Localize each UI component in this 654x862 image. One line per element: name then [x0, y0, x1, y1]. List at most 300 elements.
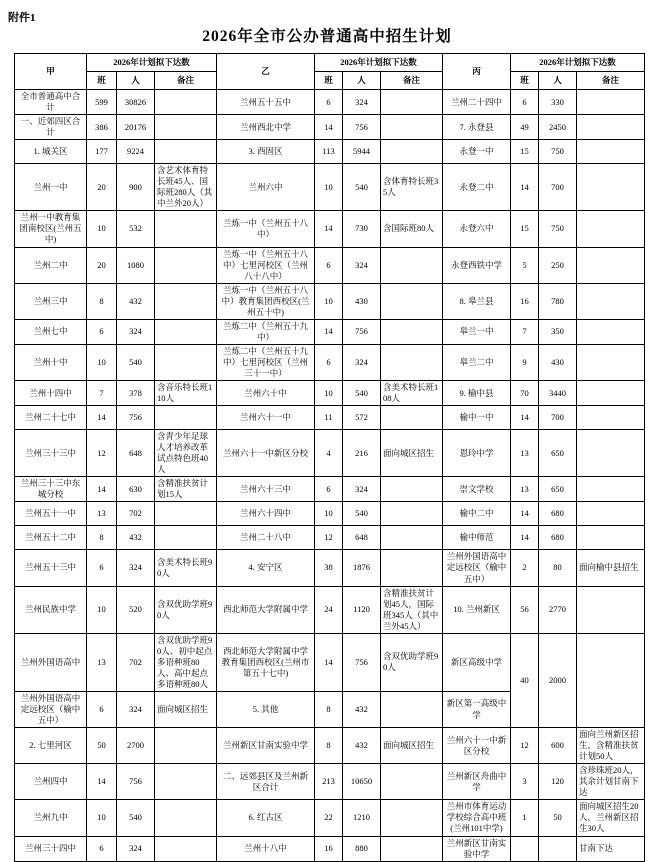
- remark-cell: [577, 283, 645, 319]
- subheader-class-c: 班: [511, 72, 539, 90]
- class-count-cell: 14: [511, 526, 539, 550]
- subheader-people-b: 人: [343, 72, 381, 90]
- student-count-cell: 20176: [117, 115, 155, 140]
- remark-cell: [577, 164, 645, 211]
- school-cell: 兰州三十三中: [15, 430, 87, 477]
- enrollment-plan-table: [14, 53, 645, 862]
- student-count-cell: 1120: [343, 586, 381, 633]
- school-cell: 兰炼一中（兰州五十八中）教育集团西校区(兰州五十中): [217, 283, 315, 319]
- table-row: [15, 319, 645, 344]
- student-count-cell: 1210: [343, 800, 381, 836]
- student-count-cell: 432: [117, 283, 155, 319]
- student-count-cell: 50: [539, 800, 577, 836]
- student-count-cell: 540: [117, 800, 155, 836]
- student-count-cell: 324: [343, 477, 381, 502]
- school-cell: 兰州一中: [15, 164, 87, 211]
- remark-cell: [577, 211, 645, 247]
- class-count-cell: 9: [511, 344, 539, 380]
- class-count-cell: 386: [87, 115, 117, 140]
- table-row: [15, 586, 645, 633]
- student-count-cell: [539, 836, 577, 861]
- remark-cell: 含精准扶贫计划45人，国际班345人（其中兰外45人）: [381, 586, 443, 633]
- student-count-cell: 1080: [117, 247, 155, 283]
- remark-cell: 含艺术体育特长班45人、国际班280人（其中兰外20人）: [155, 164, 217, 211]
- remark-cell: [381, 283, 443, 319]
- student-count-cell: 780: [539, 283, 577, 319]
- student-count-cell: 600: [539, 728, 577, 764]
- remark-cell: [577, 140, 645, 164]
- school-cell: 兰州一中教育集团南校区(兰州五中): [15, 211, 87, 247]
- remark-cell: [155, 115, 217, 140]
- school-cell: 新区高级中学: [443, 633, 511, 691]
- class-count-cell: 13: [511, 477, 539, 502]
- class-count-cell: 12: [87, 430, 117, 477]
- table-row: [15, 477, 645, 502]
- school-cell: 兰州新区舟曲中学: [443, 764, 511, 800]
- remark-cell: 含美术特长班90人: [155, 550, 217, 586]
- class-count-cell: 6: [315, 477, 343, 502]
- school-cell: 永登西铁中学: [443, 247, 511, 283]
- student-count-cell: 630: [117, 477, 155, 502]
- remark-cell: [155, 502, 217, 526]
- subheader-remark-c: 备注: [577, 72, 645, 90]
- student-count-cell: 700: [539, 164, 577, 211]
- remark-cell: [155, 319, 217, 344]
- student-count-cell: 430: [539, 344, 577, 380]
- student-count-cell: 750: [539, 140, 577, 164]
- class-count-cell: 14: [511, 164, 539, 211]
- plan-header-b: 2026年计划拟下达数: [315, 54, 443, 72]
- remark-cell: 甘南下达: [577, 836, 645, 861]
- plan-header-a: 2026年计划拟下达数: [87, 54, 217, 72]
- class-count-cell: 2: [511, 550, 539, 586]
- table-row: [15, 526, 645, 550]
- student-count-cell: 680: [539, 502, 577, 526]
- class-count-cell: 56: [511, 586, 539, 633]
- school-cell: 兰州七中: [15, 319, 87, 344]
- class-count-cell: 6: [87, 550, 117, 586]
- remark-cell: [381, 115, 443, 140]
- school-cell: 兰炼二中（兰州五十九中）: [217, 319, 315, 344]
- subheader-remark-b: 备注: [381, 72, 443, 90]
- student-count-cell: 2770: [539, 586, 577, 633]
- school-cell: 永登一中: [443, 140, 511, 164]
- class-count-cell: 7: [511, 319, 539, 344]
- table-row: [15, 502, 645, 526]
- class-count-cell: 24: [315, 586, 343, 633]
- student-count-cell: 30826: [117, 90, 155, 115]
- remark-cell: [155, 764, 217, 800]
- student-count-cell: 1876: [343, 550, 381, 586]
- class-count-cell: 1: [511, 800, 539, 836]
- school-cell: 恩玲中学: [443, 430, 511, 477]
- remark-cell: [155, 728, 217, 764]
- school-cell: 兰炼二中（兰州五十九中）七里河校区（兰州三十一中）: [217, 344, 315, 380]
- student-count-cell: 430: [343, 283, 381, 319]
- student-count-cell: 80: [539, 550, 577, 586]
- remark-cell: [155, 800, 217, 836]
- remark-cell: [577, 526, 645, 550]
- remark-cell: [577, 586, 645, 633]
- plan-table-body: [15, 90, 645, 862]
- school-cell: 4. 安宁区: [217, 550, 315, 586]
- table-row: [15, 283, 645, 319]
- class-count-cell: 6: [315, 90, 343, 115]
- school-cell: 兰州六十一中新区分校: [217, 430, 315, 477]
- class-count-cell: 22: [315, 800, 343, 836]
- remark-cell: [381, 140, 443, 164]
- class-count-cell: 70: [511, 381, 539, 406]
- remark-cell: [577, 430, 645, 477]
- student-count-cell: 730: [343, 211, 381, 247]
- remark-cell: [155, 283, 217, 319]
- school-cell: 西北师范大学附属中学教育集团西校区(兰州市第五十七中): [217, 633, 315, 691]
- school-cell: 西北师范大学附属中学: [217, 586, 315, 633]
- student-count-cell: 750: [539, 211, 577, 247]
- student-count-cell: 2700: [117, 728, 155, 764]
- header-row-subcolumns: [15, 72, 645, 90]
- remark-cell: [381, 319, 443, 344]
- remark-cell: [381, 502, 443, 526]
- school-cell: 永登六中: [443, 211, 511, 247]
- student-count-cell: 680: [539, 526, 577, 550]
- remark-cell: [577, 90, 645, 115]
- school-cell: 兰州外国语高中定远校区（榆中五中）: [443, 550, 511, 586]
- class-count-cell: 177: [87, 140, 117, 164]
- class-count-cell: 7: [87, 381, 117, 406]
- table-row: [15, 728, 645, 764]
- student-count-cell: 2000: [539, 633, 577, 727]
- school-cell: 兰州三十四中: [15, 836, 87, 861]
- header-row-groups: [15, 54, 645, 72]
- student-count-cell: 540: [117, 344, 155, 380]
- student-count-cell: 5944: [343, 140, 381, 164]
- school-cell: 8. 皋兰县: [443, 283, 511, 319]
- school-cell: 兰州五十二中: [15, 526, 87, 550]
- remark-cell: 面向榆中县招生: [577, 550, 645, 586]
- school-cell: 1. 城关区: [15, 140, 87, 164]
- school-cell: 兰州六十一中: [217, 406, 315, 430]
- remark-cell: [381, 800, 443, 836]
- school-cell: 兰州六十一中新区分校: [443, 728, 511, 764]
- class-count-cell: 14: [315, 115, 343, 140]
- student-count-cell: 756: [117, 406, 155, 430]
- student-count-cell: 648: [343, 526, 381, 550]
- student-count-cell: 756: [343, 633, 381, 691]
- class-count-cell: 10: [87, 344, 117, 380]
- table-row: [15, 836, 645, 861]
- remark-cell: [155, 140, 217, 164]
- school-cell: 兰州二十八中: [217, 526, 315, 550]
- remark-cell: 含体育特长班35人: [381, 164, 443, 211]
- school-cell: 榆中二中: [443, 502, 511, 526]
- school-cell: 兰州二十四中: [443, 90, 511, 115]
- school-cell: 兰州十中: [15, 344, 87, 380]
- class-count-cell: 16: [511, 283, 539, 319]
- student-count-cell: 10650: [343, 764, 381, 800]
- remark-cell: 面向兰州新区招生，含精准扶贫计划50人: [577, 728, 645, 764]
- remark-cell: 含双优助学班90人: [155, 586, 217, 633]
- class-count-cell: 12: [511, 728, 539, 764]
- remark-cell: 含双优助学班90人: [381, 633, 443, 691]
- class-count-cell: 13: [87, 633, 117, 691]
- student-count-cell: 650: [539, 430, 577, 477]
- school-cell: 兰州六十三中: [217, 477, 315, 502]
- class-count-cell: 10: [315, 502, 343, 526]
- school-cell: 兰州六中: [217, 164, 315, 211]
- student-count-cell: 648: [117, 430, 155, 477]
- table-row: [15, 800, 645, 836]
- class-count-cell: 14: [315, 633, 343, 691]
- table-row: [15, 211, 645, 247]
- school-cell: 兰州六十中: [217, 381, 315, 406]
- remark-cell: 含精准扶贫计划15人: [155, 477, 217, 502]
- table-row: [15, 247, 645, 283]
- student-count-cell: 378: [117, 381, 155, 406]
- student-count-cell: 324: [343, 247, 381, 283]
- student-count-cell: 702: [117, 502, 155, 526]
- remark-cell: [381, 836, 443, 861]
- class-count-cell: 13: [511, 430, 539, 477]
- class-count-cell: 14: [87, 477, 117, 502]
- class-count-cell: 6: [315, 247, 343, 283]
- class-count-cell: 8: [87, 283, 117, 319]
- student-count-cell: 532: [117, 211, 155, 247]
- school-cell: 兰州九中: [15, 800, 87, 836]
- student-count-cell: 2450: [539, 115, 577, 140]
- col-header-yi: 乙: [217, 54, 315, 90]
- school-cell: 兰州十八中: [217, 836, 315, 861]
- remark-cell: 含珍珠班20人，其余计划甘南下达: [577, 764, 645, 800]
- school-cell: 皋兰一中: [443, 319, 511, 344]
- student-count-cell: 880: [343, 836, 381, 861]
- school-cell: 3. 西固区: [217, 140, 315, 164]
- school-cell: 崇文学校: [443, 477, 511, 502]
- remark-cell: [577, 502, 645, 526]
- student-count-cell: 324: [117, 691, 155, 727]
- class-count-cell: 20: [87, 164, 117, 211]
- remark-cell: 含美术特长班108人: [381, 381, 443, 406]
- subheader-class-b: 班: [315, 72, 343, 90]
- remark-cell: [577, 406, 645, 430]
- remark-cell: [155, 344, 217, 380]
- subheader-class-a: 班: [87, 72, 117, 90]
- school-cell: 兰州外国语高中: [15, 633, 87, 691]
- student-count-cell: 9224: [117, 140, 155, 164]
- remark-cell: [577, 633, 645, 727]
- class-count-cell: 15: [511, 211, 539, 247]
- table-row: [15, 764, 645, 800]
- school-cell: 永登二中: [443, 164, 511, 211]
- school-cell: 兰州二十七中: [15, 406, 87, 430]
- table-row: [15, 115, 645, 140]
- school-cell: 榆中一中: [443, 406, 511, 430]
- remark-cell: [577, 319, 645, 344]
- remark-cell: 含国际班80人: [381, 211, 443, 247]
- school-cell: 7. 永登县: [443, 115, 511, 140]
- school-cell: 兰州十四中: [15, 381, 87, 406]
- class-count-cell: 3: [511, 764, 539, 800]
- class-count-cell: 38: [315, 550, 343, 586]
- plan-header-c: 2026年计划拟下达数: [511, 54, 645, 72]
- school-cell: 一、近郊四区合计: [15, 115, 87, 140]
- table-row: [15, 633, 645, 691]
- school-cell: 兰州五十五中: [217, 90, 315, 115]
- remark-cell: [155, 836, 217, 861]
- student-count-cell: 540: [343, 502, 381, 526]
- table-row: [15, 381, 645, 406]
- remark-cell: [577, 381, 645, 406]
- remark-cell: [155, 90, 217, 115]
- class-count-cell: 14: [511, 502, 539, 526]
- class-count-cell: 11: [315, 406, 343, 430]
- remark-cell: [381, 691, 443, 727]
- class-count-cell: 6: [87, 319, 117, 344]
- student-count-cell: 756: [343, 115, 381, 140]
- class-count-cell: 14: [87, 406, 117, 430]
- school-cell: 皋兰二中: [443, 344, 511, 380]
- class-count-cell: 14: [511, 406, 539, 430]
- class-count-cell: 6: [511, 90, 539, 115]
- student-count-cell: 120: [539, 764, 577, 800]
- school-cell: 兰州民族中学: [15, 586, 87, 633]
- remark-cell: [155, 211, 217, 247]
- student-count-cell: 702: [117, 633, 155, 691]
- student-count-cell: 756: [343, 319, 381, 344]
- class-count-cell: 8: [315, 728, 343, 764]
- subheader-remark-a: 备注: [155, 72, 217, 90]
- class-count-cell: 6: [87, 836, 117, 861]
- student-count-cell: 250: [539, 247, 577, 283]
- col-header-jia: 甲: [15, 54, 87, 90]
- remark-cell: [577, 247, 645, 283]
- table-row: [15, 90, 645, 115]
- remark-cell: 含双优助学班90人、初中起点多语种班80人、高中起点多语种班80人: [155, 633, 217, 691]
- student-count-cell: 540: [343, 381, 381, 406]
- student-count-cell: 324: [117, 836, 155, 861]
- student-count-cell: 3440: [539, 381, 577, 406]
- page-title: 2026年全市公办普通高中招生计划: [202, 28, 452, 45]
- student-count-cell: 900: [117, 164, 155, 211]
- class-count-cell: 10: [87, 586, 117, 633]
- remark-cell: 面向城区招生20人，兰州新区招生30人: [577, 800, 645, 836]
- class-count-cell: 599: [87, 90, 117, 115]
- table-row: [15, 550, 645, 586]
- class-count-cell: 15: [511, 140, 539, 164]
- class-count-cell: 6: [315, 344, 343, 380]
- class-count-cell: 49: [511, 115, 539, 140]
- school-cell: 9. 榆中县: [443, 381, 511, 406]
- remark-cell: [381, 344, 443, 380]
- class-count-cell: 14: [315, 211, 343, 247]
- school-cell: 榆中师范: [443, 526, 511, 550]
- student-count-cell: 324: [117, 319, 155, 344]
- school-cell: 5. 其他: [217, 691, 315, 727]
- school-cell: 新区第一高级中学: [443, 691, 511, 727]
- remark-cell: [381, 477, 443, 502]
- class-count-cell: 213: [315, 764, 343, 800]
- remark-cell: 面向城区招生: [155, 691, 217, 727]
- student-count-cell: 324: [343, 344, 381, 380]
- class-count-cell: 10: [87, 800, 117, 836]
- class-count-cell: 6: [87, 691, 117, 727]
- remark-cell: [381, 550, 443, 586]
- class-count-cell: 10: [315, 164, 343, 211]
- class-count-cell: 12: [315, 526, 343, 550]
- table-row: [15, 430, 645, 477]
- remark-cell: [155, 406, 217, 430]
- class-count-cell: 5: [511, 247, 539, 283]
- remark-cell: [577, 477, 645, 502]
- remark-cell: [381, 526, 443, 550]
- remark-cell: 面向城区招生: [381, 430, 443, 477]
- school-cell: 兰州新区甘南实验中学: [443, 836, 511, 861]
- school-cell: 兰州四中: [15, 764, 87, 800]
- remark-cell: [577, 115, 645, 140]
- attachment-label: 附件1: [8, 12, 36, 24]
- student-count-cell: 324: [343, 90, 381, 115]
- student-count-cell: 650: [539, 477, 577, 502]
- subheader-people-c: 人: [539, 72, 577, 90]
- school-cell: 兰州外国语高中定远校区（榆中五中）: [15, 691, 87, 727]
- school-cell: 兰州二中: [15, 247, 87, 283]
- student-count-cell: 324: [117, 550, 155, 586]
- school-cell: 兰州六十四中: [217, 502, 315, 526]
- remark-cell: [381, 764, 443, 800]
- school-cell: 兰州市体育运动学校综合高中班(兰州101中学): [443, 800, 511, 836]
- school-cell: 兰炼一中（兰州五十八中）七里河校区（兰州八十八中）: [217, 247, 315, 283]
- student-count-cell: 432: [117, 526, 155, 550]
- remark-cell: [155, 526, 217, 550]
- class-count-cell: 14: [315, 319, 343, 344]
- student-count-cell: 432: [343, 691, 381, 727]
- school-cell: 兰炼一中（兰州五十八中）: [217, 211, 315, 247]
- class-count-cell: 40: [511, 633, 539, 727]
- remark-cell: [381, 406, 443, 430]
- table-row: [15, 140, 645, 164]
- class-count-cell: [511, 836, 539, 861]
- remark-cell: [381, 90, 443, 115]
- remark-cell: 含青少年足球人才培养改革试点特色班40人: [155, 430, 217, 477]
- class-count-cell: 13: [87, 502, 117, 526]
- class-count-cell: 10: [87, 211, 117, 247]
- remark-cell: [155, 247, 217, 283]
- student-count-cell: 756: [117, 764, 155, 800]
- subheader-people-a: 人: [117, 72, 155, 90]
- student-count-cell: 700: [539, 406, 577, 430]
- col-header-bing: 丙: [443, 54, 511, 90]
- school-cell: 兰州西北中学: [217, 115, 315, 140]
- student-count-cell: 432: [343, 728, 381, 764]
- student-count-cell: 350: [539, 319, 577, 344]
- class-count-cell: 8: [87, 526, 117, 550]
- school-cell: 兰州新区甘南实验中学: [217, 728, 315, 764]
- school-cell: 2. 七里河区: [15, 728, 87, 764]
- class-count-cell: 10: [315, 283, 343, 319]
- student-count-cell: 520: [117, 586, 155, 633]
- table-row: [15, 164, 645, 211]
- class-count-cell: 20: [87, 247, 117, 283]
- class-count-cell: 8: [315, 691, 343, 727]
- class-count-cell: 10: [315, 381, 343, 406]
- class-count-cell: 50: [87, 728, 117, 764]
- school-cell: 6. 红古区: [217, 800, 315, 836]
- remark-cell: [381, 247, 443, 283]
- remark-cell: 面向城区招生: [381, 728, 443, 764]
- school-cell: 兰州五十三中: [15, 550, 87, 586]
- remark-cell: [577, 344, 645, 380]
- student-count-cell: 572: [343, 406, 381, 430]
